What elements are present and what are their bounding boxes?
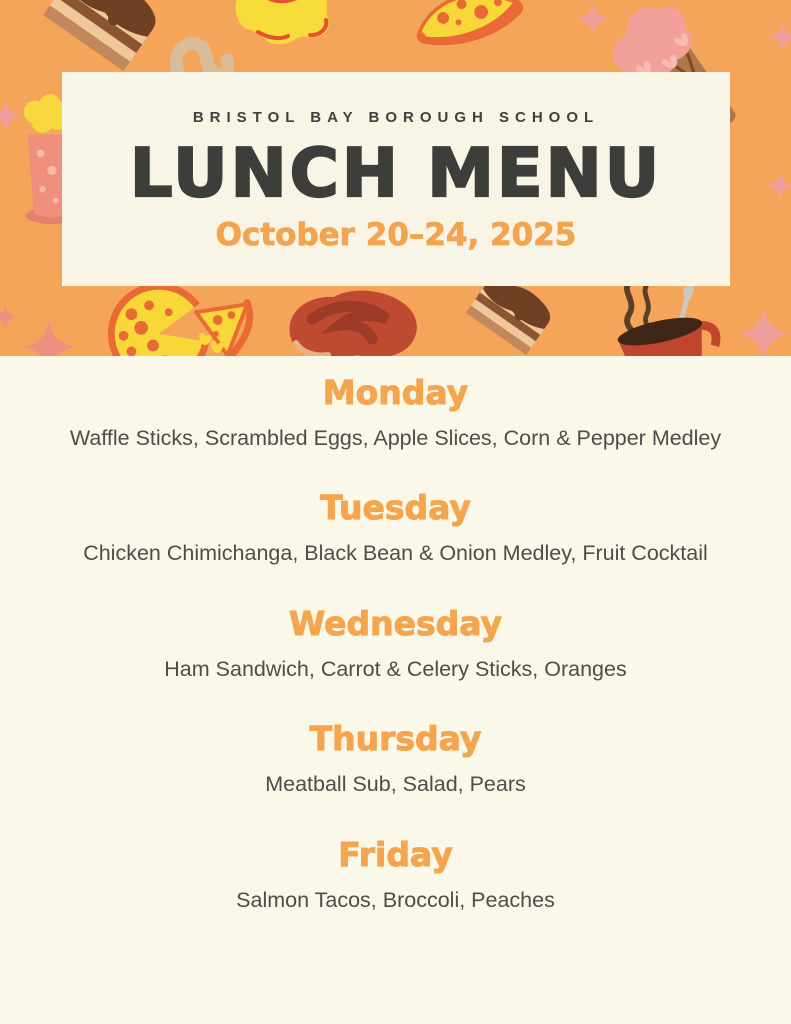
- whole-pizza-icon: [102, 282, 254, 356]
- day-items: Meatball Sub, Salad, Pears: [265, 772, 526, 797]
- day-heading: Monday: [322, 373, 469, 412]
- day-heading: Friday: [338, 834, 453, 874]
- title-card: [62, 72, 730, 286]
- sparkle-icon: [0, 295, 18, 339]
- school-name: BRISTOL BAY BOROUGH SCHOOL: [192, 109, 600, 127]
- day-block-wednesday: [0, 603, 791, 684]
- roast-meat-icon: [282, 287, 427, 356]
- day-block-friday: [0, 834, 791, 915]
- fried-egg-icon: [228, 0, 333, 56]
- day-heading: Tuesday: [320, 488, 471, 528]
- hero-banner: [0, 0, 791, 356]
- day-heading: Thursday: [309, 719, 482, 759]
- sparkle-icon: [738, 308, 790, 356]
- sparkle-icon: [22, 320, 76, 356]
- coffee-cup-icon: [592, 278, 724, 356]
- day-items: Salmon Tacos, Broccoli, Peaches: [236, 887, 555, 912]
- sparkle-icon: [576, 2, 610, 36]
- sparkle-icon: [768, 22, 791, 52]
- day-block-tuesday: [0, 487, 791, 568]
- day-items: Waffle Sticks, Scrambled Eggs, Apple Slices, Corn & Pepper Medley: [69, 425, 722, 450]
- day-block-monday: [0, 372, 791, 453]
- page-title: LUNCH MENU: [129, 134, 663, 213]
- menu-section: [0, 356, 791, 915]
- sparkle-icon: [766, 172, 791, 200]
- day-items: Chicken Chimichanga, Black Bean & Onion Medley, Fruit Cocktail: [83, 541, 708, 566]
- day-items: Ham Sandwich, Carrot & Celery Sticks, Oranges: [164, 656, 627, 681]
- pizza-slice-icon: [409, 0, 533, 56]
- sparkle-icon: [0, 100, 22, 132]
- day-block-thursday: [0, 718, 791, 799]
- date-range: October 20–24, 2025: [215, 216, 577, 253]
- day-heading: Wednesday: [288, 603, 503, 643]
